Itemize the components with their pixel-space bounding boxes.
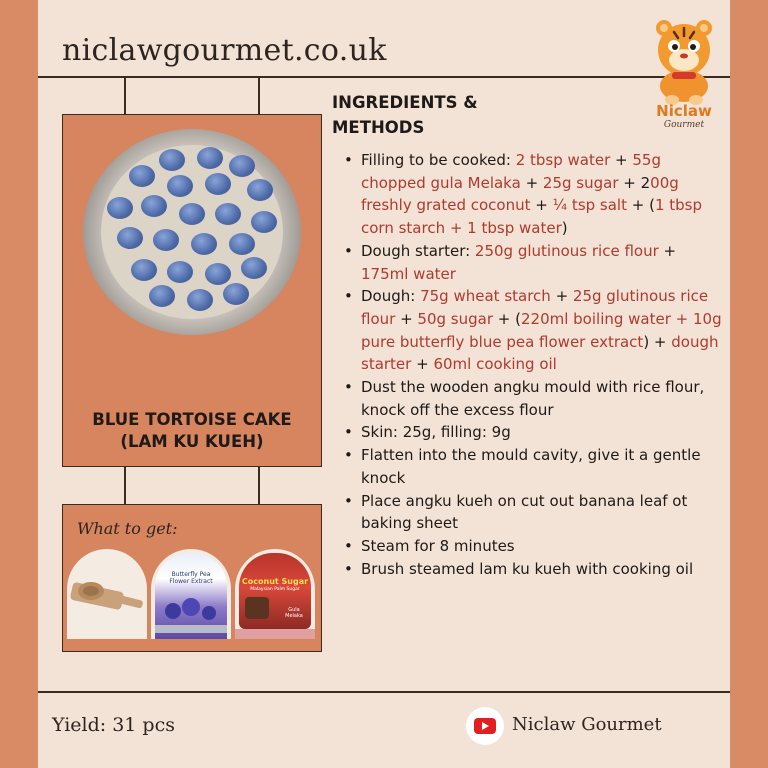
method-text: Dough starter:	[361, 241, 475, 260]
what-to-get-label: What to get:	[77, 519, 178, 538]
ingredients-title-line2: METHODS	[332, 118, 425, 137]
kueh-piece	[117, 227, 143, 249]
method-text: +	[395, 309, 418, 328]
method-item	[342, 490, 724, 535]
method-item	[342, 444, 724, 489]
footer-divider	[38, 691, 730, 693]
product-coconut-sugar	[235, 549, 315, 639]
pack-label	[163, 571, 219, 585]
connector-line	[258, 467, 260, 504]
method-text: +	[520, 173, 543, 192]
recipe-photo-panel	[62, 114, 322, 467]
recipe-title-line1: BLUE TORTOISE CAKE	[92, 410, 292, 429]
ingredient-highlight: 25g glutinous rice flour	[361, 287, 709, 328]
method-text: +	[658, 241, 677, 260]
butterfly-pea-pack	[155, 553, 227, 639]
method-item	[342, 421, 724, 444]
product-butterfly-pea-extract	[151, 549, 231, 639]
pack-shadow	[235, 629, 315, 639]
ingredient-highlight: dough starter	[361, 332, 719, 374]
ingredient-highlight: 2 tbsp water	[515, 151, 611, 169]
pack-label-line1: Butterfly Pea	[171, 571, 211, 578]
flower-icon	[155, 593, 227, 633]
connector-line	[258, 77, 260, 114]
method-text: Dough:	[361, 287, 421, 306]
method-text: ) +	[643, 332, 672, 351]
coconut-sugar-block	[245, 597, 269, 619]
kueh-piece	[197, 147, 223, 169]
ingredients-title-line1: INGREDIENTS &	[332, 93, 478, 112]
method-text: +	[530, 196, 553, 215]
kueh-piece	[205, 263, 231, 285]
coconut-sugar-tag: Gula Melaka	[285, 607, 303, 619]
ingredients-title	[332, 90, 478, 140]
ingredient-highlight: 250g glutinous rice flour	[474, 241, 659, 260]
steaming-tray-photo	[83, 129, 301, 335]
method-text: + (	[626, 196, 655, 215]
kueh-piece	[241, 257, 267, 279]
ingredient-highlight: 60ml cooking oil	[433, 355, 557, 374]
kueh-piece	[229, 155, 255, 177]
method-text: )	[561, 219, 568, 238]
method-text: Flatten into the mould cavity, give it a gentle knock	[361, 446, 701, 487]
niclaw-gourmet-logo	[644, 12, 724, 136]
kueh-piece	[229, 233, 255, 255]
recipe-title	[63, 409, 321, 453]
method-item	[342, 376, 724, 421]
kueh-piece	[187, 289, 213, 311]
kueh-piece	[129, 165, 155, 187]
youtube-icon	[474, 718, 496, 734]
method-item	[342, 535, 724, 558]
method-text: +	[411, 355, 434, 374]
method-text: Dust the wooden angku mould with rice flour, knock off the excess flour	[361, 378, 705, 419]
methods-list	[342, 149, 724, 580]
kueh-piece	[205, 173, 231, 195]
ingredient-highlight: 75g wheat starch	[420, 287, 551, 306]
ingredient-highlight: 50g sugar	[417, 309, 494, 328]
method-text: Place angku kueh on cut out banana leaf ot baking sheet	[361, 491, 688, 533]
site-title: niclawgourmet.co.uk	[62, 33, 387, 68]
method-item	[342, 149, 724, 240]
kueh-piece	[149, 285, 175, 307]
connector-line	[124, 77, 126, 114]
method-text: Skin: 25g, filling: 9g	[361, 423, 511, 442]
what-to-get-panel	[62, 504, 322, 652]
kueh-piece	[191, 233, 217, 255]
kueh-piece	[247, 179, 273, 201]
connector-line	[124, 467, 126, 504]
ingredient-highlight: 00g freshly grated coconut	[361, 173, 679, 215]
ingredient-highlight: 220ml boiling water + 10g pure butterfly blue pea flower extract	[361, 309, 722, 351]
ingredient-highlight: 55g chopped gula Melaka	[361, 151, 661, 192]
method-text: Filling to be cooked:	[361, 151, 516, 169]
kueh-piece	[179, 203, 205, 225]
kueh-piece	[167, 261, 193, 283]
method-text: + (	[493, 309, 521, 328]
ingredient-highlight: 25g sugar	[542, 173, 619, 192]
kueh-piece	[153, 229, 179, 251]
method-item	[342, 240, 724, 285]
kueh-piece	[107, 197, 133, 219]
method-text: + 2	[618, 173, 651, 192]
tray-base	[101, 145, 283, 319]
coconut-sugar-pack	[239, 553, 311, 629]
method-text: Brush steamed lam ku kueh with cooking oil	[361, 559, 694, 578]
method-item	[342, 285, 724, 376]
ingredient-highlight: 175ml water	[361, 264, 456, 283]
pack-label-line2: Flower Extract	[169, 578, 213, 585]
channel-name[interactable]: Niclaw Gourmet	[512, 714, 662, 735]
angku-mould-icon	[67, 549, 147, 639]
ingredient-highlight: 1 tbsp corn starch + 1 tbsp water	[361, 196, 703, 238]
kueh-piece	[223, 283, 249, 305]
kueh-piece	[131, 259, 157, 281]
method-item	[342, 558, 724, 581]
coconut-sugar-subtitle: Malaysian Palm Sugar	[250, 587, 300, 592]
youtube-badge[interactable]	[466, 707, 504, 745]
kueh-piece	[251, 211, 277, 233]
kueh-piece	[167, 175, 193, 197]
yield-text: Yield: 31 pcs	[52, 714, 175, 736]
kueh-piece	[141, 195, 167, 217]
method-text: +	[550, 287, 573, 306]
kueh-piece	[215, 203, 241, 225]
method-text: +	[610, 151, 633, 169]
ingredient-highlight: ¼ tsp salt	[552, 196, 627, 215]
recipe-card	[38, 0, 730, 768]
kueh-piece	[159, 149, 185, 171]
product-angku-mould	[67, 549, 147, 639]
method-text: Steam for 8 minutes	[361, 536, 515, 555]
recipe-title-line2: (LAM KU KUEH)	[120, 432, 264, 451]
header-divider	[38, 76, 730, 78]
logo-brand: Niclaw	[656, 102, 712, 120]
logo-subbrand: Gourmet	[663, 120, 705, 130]
coconut-sugar-brand: Coconut Sugar	[241, 577, 309, 586]
